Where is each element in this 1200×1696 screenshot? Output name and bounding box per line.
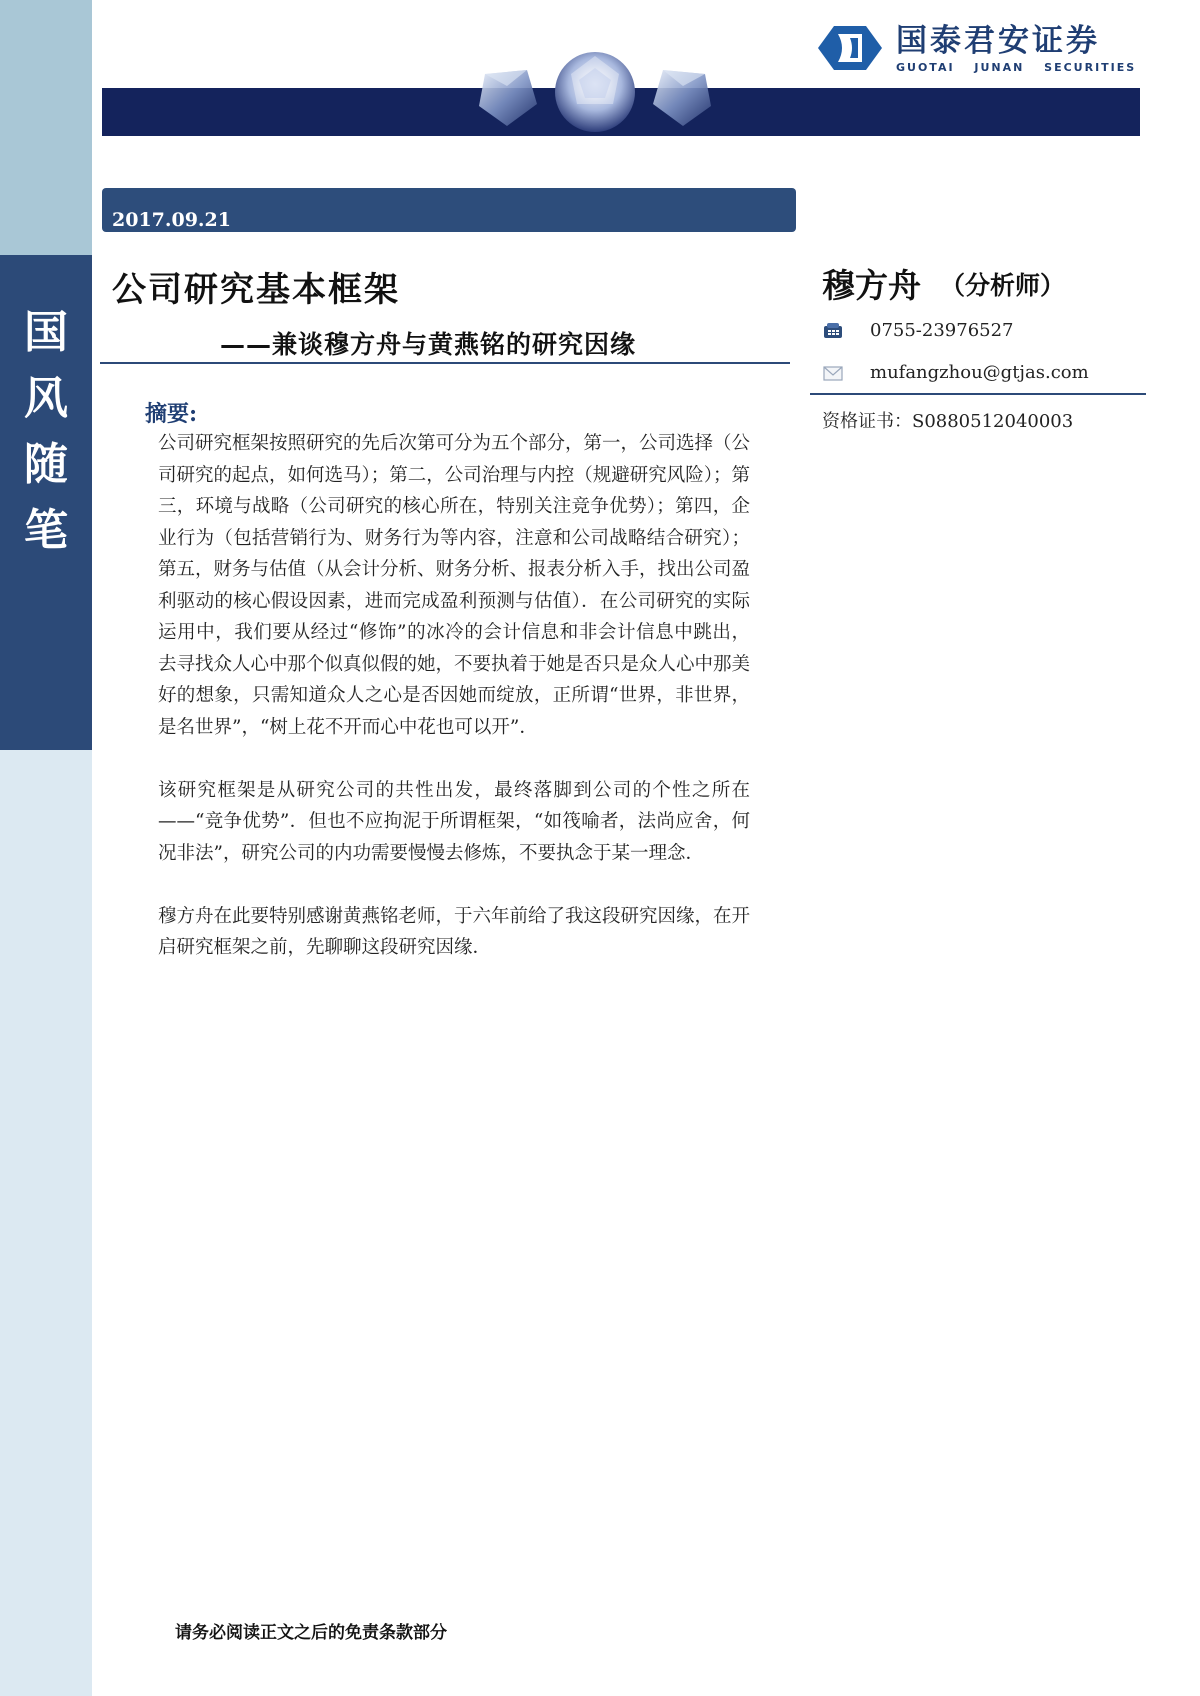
phone-icon [822, 322, 844, 340]
phone-row [822, 320, 1014, 341]
report-date: 2017.09.21 [112, 209, 231, 231]
abstract-paragraph: 公司研究框架按照研究的先后次第可分为五个部分，第一，公司选择（公司研究的起点，如何选马）；第二，公司治理与内控（规避研究风险）；第三，环境与战略（公司研究的核心所在，特别关注竞争优势）；第四，企业行为（包括营销行为、财务行为等内容，注意和公司战略结合研究）；第五，财务与估值（从会计分析、财务分析、报表分析入手，找出公司盈利驱动的核心假设因素，进而完成盈利预测与估值）．在公司研究的实际运用中，我们要从经过“修饰”的冰冷的会计信息和非会计信息中跳出，去寻找众人心中那个似真似假的她，不要执着于她是否只是众人心中那美好的想象，只需知道众人之心是否因她而绽放，正所谓“世界，非世界，是名世界”，“树上花不开而心中花也可以开”． [158, 433, 751, 738]
email-icon [822, 364, 844, 382]
page-subtitle: ——兼谈穆方舟与黄燕铭的研究因缘 [220, 330, 637, 359]
analyst-divider [810, 393, 1146, 395]
company-logo [812, 18, 1142, 78]
logo-chinese-name: 国泰君安证券 [896, 22, 1100, 59]
column-label-char: 风 [24, 373, 68, 424]
analyst-role: （分析师） [940, 271, 1066, 300]
logo-english-name: GUOTAI JUNAN SECURITIES [896, 60, 1137, 74]
left-strip-bottom [0, 750, 92, 1696]
column-label-char: 国 [24, 307, 68, 358]
analyst-certificate: 资格证书：S0880512040003 [822, 411, 1074, 432]
left-strip-top [0, 0, 92, 255]
analyst-phone: 0755-23976527 [870, 320, 1014, 341]
column-label [0, 300, 92, 564]
gem-icon [465, 46, 725, 146]
title-divider [100, 362, 790, 364]
column-label-char: 笔 [24, 505, 68, 556]
email-row [822, 362, 1089, 383]
analyst-name: 穆方舟 [822, 266, 921, 305]
abstract-paragraph: 该研究框架是从研究公司的共性出发，最终落脚到公司的个性之所在——“竞争优势”．但也不应拘泥于所谓框架，“如筏喻者，法尚应舍，何况非法”，研究公司的内功需要慢慢去修炼，不要执念于某一理念． [158, 779, 750, 864]
analyst-email[interactable]: mufangzhou@gtjas.com [870, 362, 1089, 383]
page-title: 公司研究基本框架 [112, 270, 400, 310]
column-label-char: 随 [24, 439, 68, 490]
abstract-paragraph: 穆方舟在此要特别感谢黄燕铭老师，于六年前给了我这段研究因缘，在开启研究框架之前，先聊聊这段研究因缘． [158, 905, 751, 958]
abstract-heading: 摘要: [145, 401, 198, 427]
abstract-body [158, 428, 750, 995]
disclaimer-note: 请务必阅读正文之后的免责条款部分 [175, 1623, 447, 1643]
logo-mark [812, 20, 888, 76]
